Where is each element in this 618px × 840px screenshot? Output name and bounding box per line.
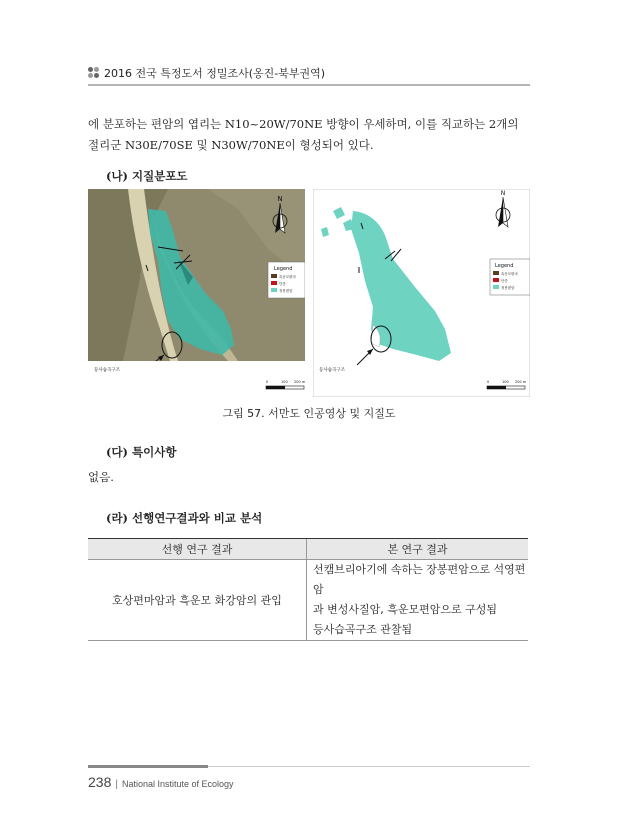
page-number: 238 [88, 774, 112, 790]
table-row [88, 560, 528, 641]
cell-line: 선캠브리아기에 속하는 장봉편암으로 석영편암 [313, 563, 526, 596]
header-rule [88, 84, 530, 86]
column-header: 선행 연구 결과 [88, 539, 307, 560]
figure-caption: 그림 57. 서만도 인공영상 및 지질도 [222, 407, 396, 420]
scale-label: 0 [266, 380, 269, 384]
scale-label: 0 [487, 380, 490, 384]
scale-label: 100 [281, 380, 288, 384]
section-heading-remarks: (다) 특이사항 [106, 445, 177, 459]
table-header-row [88, 539, 528, 560]
north-arrow-icon: N [277, 195, 283, 203]
scale-label: 100 [502, 380, 509, 384]
legend-item: 흑운모편마 [279, 275, 296, 279]
comparison-table [88, 538, 528, 641]
satellite-image-map [88, 189, 305, 397]
cell-line: 등사습곡구조 관찰됨 [313, 623, 413, 636]
current-result-cell [307, 560, 529, 641]
legend-item: 흑운모편마 [501, 272, 518, 276]
legend-item: 정봉편암 [501, 286, 515, 290]
section-heading-comparison: (라) 선행연구결과와 비교 분석 [106, 511, 263, 525]
running-header [88, 63, 530, 85]
paragraph-line: 절리군 N30E/70SE 및 N30W/70NE이 형성되어 있다. [88, 138, 374, 152]
section-heading-geology-map: (나) 지질분포도 [106, 169, 188, 183]
geology-distribution-map [313, 189, 530, 397]
bullet-dots-icon [88, 67, 100, 79]
footer-separator: | [115, 779, 118, 790]
remarks-text: 없음. [88, 470, 114, 484]
legend-item: 정봉편암 [279, 289, 293, 293]
intro-paragraph [88, 114, 533, 156]
footer-accent-bar [88, 765, 208, 768]
institute-name: National Institute of Ecology [121, 779, 234, 789]
column-header: 본 연구 결과 [307, 539, 529, 560]
legend-title: Legend [495, 263, 514, 269]
prior-result-cell: 호상편마암과 흑운모 화강암의 관입 [88, 560, 307, 641]
fold-structure-label: 등사습곡구조 [319, 368, 346, 373]
page-footer [88, 774, 234, 792]
scale-label: 200 m [294, 380, 305, 384]
north-arrow-icon: N [500, 190, 506, 197]
legend-item: 단층 [501, 279, 508, 283]
paragraph-line: 에 분포하는 편암의 엽리는 N10~20W/70NE 방향이 우세하며, 이를 직교하는 2개의 [88, 117, 519, 131]
legend-title: Legend [274, 266, 293, 272]
header-title: 2016 전국 특정도서 정밀조사(옹진-북부권역) [104, 67, 326, 80]
legend-item: 단층 [279, 282, 286, 286]
cell-line: 과 변성사질암, 흑운모편암으로 구성됨 [313, 603, 498, 616]
fold-structure-label: 등사습곡구조 [94, 368, 121, 373]
scale-label: 200 m [515, 380, 527, 384]
